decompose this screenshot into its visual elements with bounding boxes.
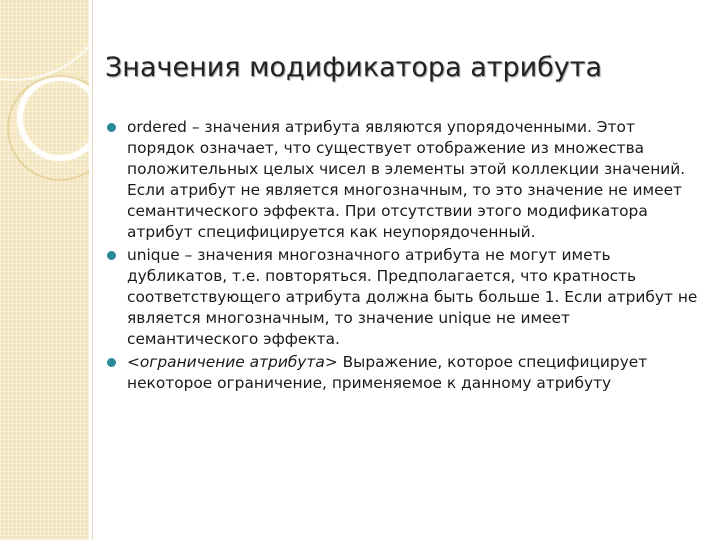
decorative-circles (0, 0, 89, 540)
bullet-list (105, 117, 705, 396)
decorative-side-panel (0, 0, 89, 540)
slide-title: Значения модификатора атрибута (105, 52, 603, 83)
bullet-text: – значения многозначного атрибута не могут иметь дубликатов, т.е. повторяться. Предполагается, что кратность соответствующего атрибута должна быть больше 1. Если атрибут не является многозначным, то значение unique не имеет семантического эффекта. (127, 246, 698, 348)
deco-circle-large (0, 0, 89, 80)
bullet-term: ordered (127, 118, 187, 136)
bullet-icon (107, 251, 116, 260)
deco-circle-ring (20, 78, 89, 158)
bullet-text: Выражение, которое специфицирует некоторое ограничение, применяемое к данному атрибуту (127, 353, 648, 392)
bullet-item-ordered (105, 117, 705, 243)
bullet-term: unique (127, 246, 180, 264)
bullet-icon (107, 358, 116, 367)
bullet-text: – значения атрибута являются упорядоченными. Этот порядок означает, что существует отображение из множества положительных целых чисел в элементы этой коллекции значений. Если атрибут не является многозначным, то это значение не имеет семантического эффекта. При отсутствии этого модификатора атрибут специфицируется как неупорядоченный. (127, 118, 686, 241)
side-divider-line (92, 0, 93, 540)
bullet-term: <ограничение атрибута> (127, 353, 338, 371)
bullet-icon (107, 123, 116, 132)
bullet-item-unique (105, 245, 705, 350)
bullet-item-constraint (105, 352, 705, 394)
